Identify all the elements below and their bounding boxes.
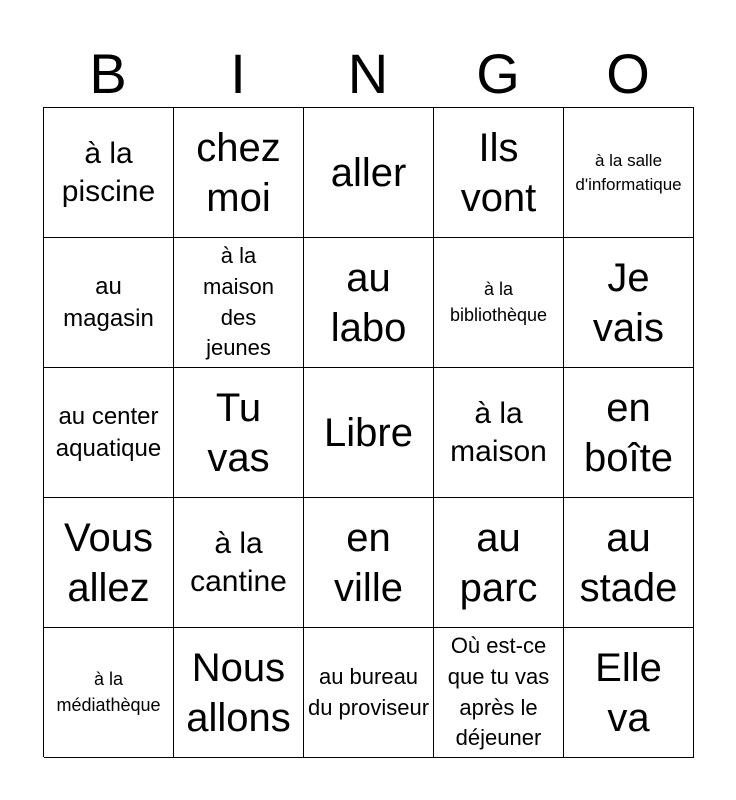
- bingo-cell[interactable]: [304, 498, 434, 628]
- bingo-cell[interactable]: [44, 498, 174, 628]
- bingo-grid: [43, 107, 694, 757]
- bingo-cell[interactable]: [44, 628, 174, 758]
- bingo-cell[interactable]: [564, 498, 694, 628]
- bingo-cell[interactable]: [44, 368, 174, 498]
- bingo-cell[interactable]: [174, 498, 304, 628]
- bingo-cell[interactable]: [564, 628, 694, 758]
- bingo-cell[interactable]: [174, 368, 304, 498]
- cell-text: en ville: [334, 515, 403, 610]
- bingo-cell[interactable]: [434, 498, 564, 628]
- header-letter-b: B: [89, 42, 127, 105]
- cell-text: au bureau du proviseur: [307, 663, 430, 720]
- cell-text: à la maison: [450, 397, 547, 468]
- cell-text: en boîte: [584, 385, 673, 480]
- cell-text: à la bibliothèque: [449, 279, 548, 325]
- cell-text: à la cantine: [190, 527, 287, 598]
- bingo-cell[interactable]: [174, 628, 304, 758]
- bingo-cell[interactable]: [304, 238, 434, 368]
- header-letter-i: I: [230, 42, 246, 105]
- cell-text: au center aquatique: [55, 403, 162, 462]
- cell-text: Je vais: [592, 255, 665, 350]
- bingo-cell[interactable]: [44, 238, 174, 368]
- bingo-cell[interactable]: [434, 628, 564, 758]
- cell-text: Libre: [324, 410, 413, 455]
- header-letter-g: G: [476, 42, 520, 105]
- bingo-cell[interactable]: [304, 628, 434, 758]
- header-letter-n: N: [347, 42, 389, 105]
- cell-text: au labo: [330, 255, 407, 350]
- cell-text: à la salle d'informatique: [575, 150, 682, 194]
- bingo-cell[interactable]: [564, 238, 694, 368]
- bingo-header: [43, 40, 693, 108]
- cell-text: à la piscine: [61, 137, 156, 208]
- bingo-cell[interactable]: [44, 108, 174, 238]
- bingo-cell[interactable]: [434, 368, 564, 498]
- bingo-cell[interactable]: [564, 108, 694, 238]
- cell-text: Ils vont: [460, 125, 537, 220]
- bingo-cell[interactable]: [174, 238, 304, 368]
- cell-text: Vous allez: [64, 515, 153, 610]
- cell-text: au magasin: [63, 273, 154, 332]
- cell-text: à la maison des jeunes: [203, 242, 274, 361]
- bingo-cell[interactable]: [564, 368, 694, 498]
- cell-text: à la médiathèque: [56, 669, 161, 715]
- bingo-cell[interactable]: [434, 108, 564, 238]
- header-letter-o: O: [606, 42, 650, 105]
- bingo-cell[interactable]: [304, 108, 434, 238]
- bingo-cell[interactable]: [174, 108, 304, 238]
- cell-text: au stade: [579, 515, 678, 610]
- cell-text: au parc: [459, 515, 538, 610]
- bingo-cell[interactable]: [304, 368, 434, 498]
- cell-text: chez moi: [196, 125, 281, 220]
- bingo-cell[interactable]: [434, 238, 564, 368]
- cell-text: Elle va: [595, 645, 662, 740]
- cell-text: Où est-ce que tu vas après le déjeuner: [447, 632, 550, 751]
- cell-text: Nous allons: [186, 645, 291, 740]
- cell-text: Tu vas: [207, 385, 270, 480]
- cell-text: aller: [330, 150, 407, 195]
